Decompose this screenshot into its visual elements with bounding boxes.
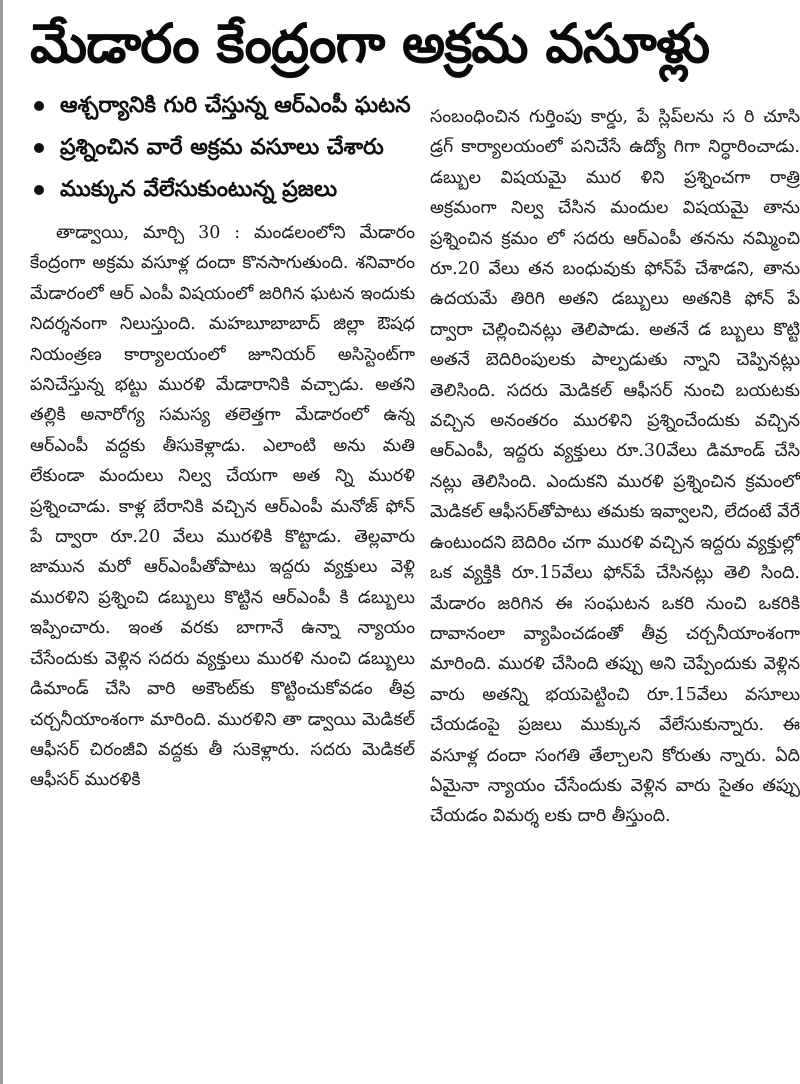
article-body-left: తాడ్వాయి, మార్చి 30 : మండలంలోని మేడారం కేంద్రంగా అక్రమ వసూళ్ల దందా కొనసాగుతుంది. శనివారం మేడారంలో ఆర్ ఎంపీ విషయంలో జరిగిన ఘటన ఇందుకు నిదర్శనంగా నిలుస్తుంది. మహబూబాబాద్ జిల్లా ఔషధ నియంత్రణ కార్యాలయంలో జూనియర్ అసిస్టెంట్‌గా పనిచేస్తున్న భట్టు మురళి మేడారానికి వచ్చాడు. అతని తల్లికి అనారోగ్య సమస్య తలెత్తగా మేడారంలో ఉన్న ఆర్‌ఎంపీ వద్దకు తీసుకెళ్లాడు. ఎలాంటి అను మతి లేకుండా మందులు నిల్వ చేయగా అత న్ని మురళి ప్రశ్నించాడు. కాళ్ల బేరానికి వచ్చిన ఆర్‌ఎంపీ మనోజ్ ఫోన్ పే ద్వారా రూ.20 వేలు మురళికి కొట్టాడు. తెల్లవారు జామున మరో ఆర్‌ఎంపీతోపాటు ఇద్దరు వ్యక్తులు వెళ్లి మురళిని ప్రశ్నించి డబ్బులు కొట్టిన ఆర్‌ఎంపీ కి డబ్బులు ఇప్పించారు. ఇంత వరకు బాగానే ఉన్నా న్యాయం చేసేందుకు వెళ్లిన సదరు వ్యక్తులు మురళి నుంచి డబ్బులు డిమాండ్ చేసి వారి అకౌంట్‌కు కొట్టించుకోవడం తీవ్ర చర్చనీయాంశంగా మారింది. మురళిని తా డ్వాయి మెడికల్ ఆఫీసర్ చిరంజీవి వద్దకు తీ సుకెళ్లారు. సదరు మెడికల్ ఆఫీసర్ మురళికి <box>30 223 415 791</box>
article-body-right: సంబంధించిన గుర్తింపు కార్డు, పే స్లిప్‌లను స రి చూసి డ్రగ్ కార్యాలయంలో పనిచేసే ఉద్యో గిగా నిర్ధారించాడు. డబ్బుల విషయమై ముర ళిని ప్రశ్నించగా రాత్రి అక్రమంగా నిల్వ చేసిన మందుల విషయమై తాను ప్రశ్నించిన క్రమం లో సదరు ఆర్‌ఎంపీ తనను నమ్మించి రూ.20 వేలు తన బంధువుకు ఫోన్‌పే చేశాడని, తాను ఉదయమే తిరిగి అతని డబ్బులు అతనికి ఫోన్ పే ద్వారా చెల్లించినట్లు తెలిపాడు. అతనే డ బ్బులు కొట్టి అతనే బెదిరింపులకు పాల్పడుతు న్నాని చెప్పినట్లు తెలిసింది. సదరు మెడికల్ ఆఫీసర్ నుంచి బయటకు వచ్చిన అనంతరం మురళిని ప్రశ్నించేందుకు వచ్చిన ఆర్‌ఎంపీ, ఇద్దరు వ్యక్తులు రూ.30వేలు డిమాండ్ చేసి నట్లు తెలిసింది. ఎందుకని మురళి ప్రశ్నించిన క్రమంలో మెడికల్ ఆఫీసర్‌తోపాటు తమకు ఇవ్వాలని, లేదంటే వేరే ఉంటుందని బెదిరిం చగా మురళి వచ్చిన ఇద్దరు వ్యక్తుల్లో ఒక వ్యక్తికి రూ.15వేలు ఫోన్‌పే చేసినట్లు తెలి సింది. మేడారం జరిగిన ఈ సంఘటన ఒకరి నుంచి ఒకరికి దావానంలా వ్యాపించడంతో తీవ్ర చర్చనీయాంశంగా మారింది. మురళి చేసింది తప్పు అని చెప్పేందుకు వెళ్లిన వారు అతన్ని భయపెట్టించి రూ.15వేలు వసూలు చేయడంపై ప్రజలు ముక్కున వేలేసుకున్నారు. ఈ వసూళ్ల దందా సంగతి తేల్చాలని కోరుతు న్నారు. ఏది ఏమైనా న్యాయం చేసేందుకు వెళ్లిన వారు సైతం తప్పు చేయడం విమర్శ లకు దారి తీస్తుంది. <box>430 107 800 827</box>
bullet-icon <box>34 143 44 153</box>
bullet-icon <box>34 185 44 195</box>
highlight-text: ముక్కున వేలేసుకుంటున్న ప్రజలు <box>60 177 338 202</box>
highlight-item <box>30 88 415 124</box>
page-edge-rule <box>0 0 3 1084</box>
left-column <box>30 88 415 1078</box>
highlight-text: ప్రశ్నించిన వారే అక్రమ వసూలు చేశారు <box>60 135 384 160</box>
highlights-list <box>30 88 415 208</box>
headline: మేడారం కేంద్రంగా అక్రమ వసూళ్లు <box>30 12 710 75</box>
bullet-icon <box>34 101 44 111</box>
highlight-item <box>30 172 415 208</box>
highlight-text: ఆశ్చర్యానికి గురి చేస్తున్న ఆర్‌ఎంపీ ఘటన <box>60 93 411 118</box>
right-column <box>430 102 800 1082</box>
highlight-item <box>30 130 415 166</box>
